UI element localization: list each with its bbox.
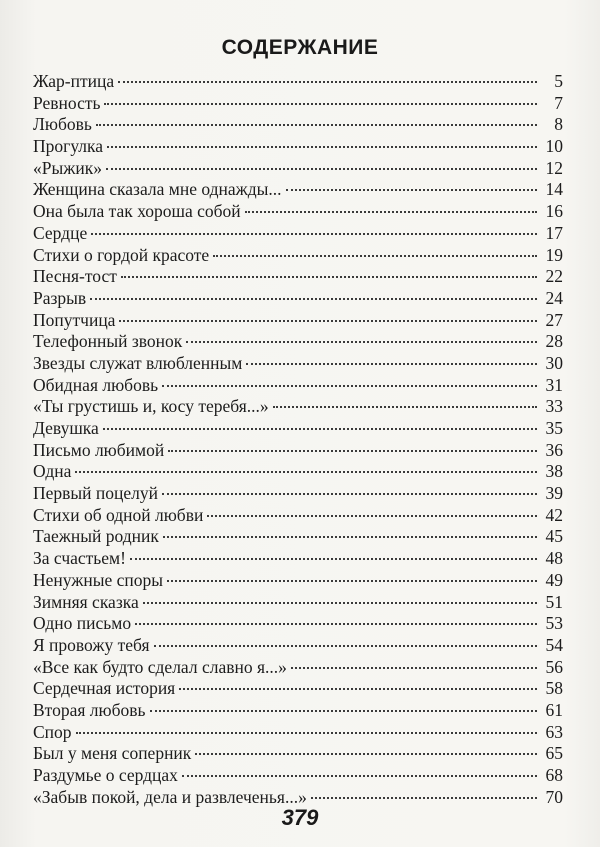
dot-leader <box>143 602 537 604</box>
page-number: 379 <box>281 805 319 830</box>
dot-leader <box>76 732 537 734</box>
dot-leader <box>75 471 537 473</box>
toc-entry <box>33 548 563 570</box>
dot-leader <box>167 580 537 582</box>
dot-leader <box>179 688 537 690</box>
toc-entry <box>33 418 563 440</box>
dot-leader <box>168 450 537 452</box>
entry-title: Письмо любимой <box>33 439 165 460</box>
toc-entry <box>33 353 563 375</box>
dot-leader <box>182 775 537 777</box>
entry-page-number: 48 <box>545 548 563 569</box>
entry-page-number: 22 <box>545 266 563 287</box>
dot-leader <box>90 298 537 300</box>
toc-entry <box>33 635 563 657</box>
entry-page-number: 12 <box>545 157 563 178</box>
entry-title: Первый поцелуй <box>33 483 159 504</box>
entry-title: Одно письмо <box>33 613 132 634</box>
entry-title: Жар-птица <box>33 71 115 91</box>
toc-entry <box>33 331 563 353</box>
entry-title: За счастьем! <box>33 548 126 569</box>
entry-title: Стихи о гордой красоте <box>33 244 210 265</box>
entry-title: Зимняя сказка <box>33 591 139 612</box>
dot-leader <box>311 797 537 799</box>
entry-page-number: 70 <box>545 786 563 807</box>
entry-title: Прогулка <box>33 136 104 157</box>
entry-title: Девушка <box>33 418 99 438</box>
toc-entry <box>33 765 563 787</box>
dot-leader <box>195 753 537 755</box>
entry-page-number: 8 <box>554 114 563 135</box>
dot-leader <box>107 146 537 148</box>
dot-leader <box>162 493 537 495</box>
dot-leader <box>186 341 537 343</box>
toc-entry <box>33 375 563 397</box>
dot-leader <box>104 103 537 105</box>
entry-page-number: 33 <box>545 396 563 417</box>
entry-page-number: 35 <box>545 418 563 438</box>
entry-page-number: 27 <box>545 309 563 330</box>
entry-page-number: 61 <box>545 699 563 720</box>
toc-entry <box>33 722 563 744</box>
entry-page-number: 7 <box>554 92 563 113</box>
dot-leader <box>213 255 537 257</box>
entry-title: Обидная любовь <box>33 374 159 395</box>
toc-entry <box>33 461 563 483</box>
dot-leader <box>273 406 537 408</box>
toc-entry <box>33 245 563 267</box>
toc-entry <box>33 505 563 527</box>
toc-entry <box>33 158 563 180</box>
entry-page-number: 65 <box>545 743 563 764</box>
entry-page-number: 24 <box>545 287 563 308</box>
toc-entry <box>33 266 563 288</box>
entry-title: Звезды служат влюбленным <box>33 352 243 373</box>
dot-leader <box>245 211 537 213</box>
entry-page-number: 28 <box>545 331 563 352</box>
entry-title: Вторая любовь <box>33 699 146 720</box>
dot-leader <box>135 623 537 625</box>
toc-entry <box>33 136 563 158</box>
entry-page-number: 58 <box>545 678 563 699</box>
entry-page-number: 54 <box>545 634 563 655</box>
entry-title: Телефонный звонок <box>33 331 183 352</box>
dot-leader <box>106 168 537 170</box>
toc-entry <box>33 179 563 201</box>
toc-entry <box>33 526 563 548</box>
entry-title: Раздумье о сердцах <box>33 765 178 785</box>
entry-title: Таежный родник <box>33 526 159 547</box>
toc-entry <box>33 700 563 722</box>
toc-entry <box>33 613 563 635</box>
toc-entry <box>33 570 563 592</box>
toc-entry <box>33 93 563 115</box>
dot-leader <box>121 276 537 278</box>
entry-title: Женщина сказала мне однажды... <box>33 179 282 200</box>
toc-entry <box>33 678 563 700</box>
toc-entry <box>33 201 563 223</box>
entry-page-number: 38 <box>545 461 563 482</box>
dot-leader <box>207 515 537 517</box>
entry-title: Стихи об одной любви <box>33 504 204 525</box>
entry-title: «Рыжик» <box>33 157 102 178</box>
entry-title: Ревность <box>33 92 101 113</box>
dot-leader <box>119 320 537 322</box>
entry-page-number: 19 <box>545 244 563 265</box>
dot-leader <box>103 428 537 430</box>
entry-page-number: 39 <box>545 483 563 504</box>
entry-title: «Ты грустишь и, косу теребя...» <box>33 396 269 417</box>
table-of-contents <box>33 71 563 808</box>
entry-title: Любовь <box>33 114 92 135</box>
toc-entry <box>33 114 563 136</box>
entry-title: Я провожу тебя <box>33 634 150 655</box>
toc-entry <box>33 657 563 679</box>
entry-title: Она была так хороша собой <box>33 201 241 222</box>
entry-title: Ненужные споры <box>33 569 164 590</box>
dot-leader <box>163 536 537 538</box>
dot-leader <box>286 189 538 191</box>
dot-leader <box>118 81 537 83</box>
dot-leader <box>96 124 537 126</box>
entry-page-number: 53 <box>545 613 563 634</box>
page-title: СОДЕРЖАНИЕ <box>221 36 379 59</box>
dot-leader <box>91 233 537 235</box>
toc-entry <box>33 396 563 418</box>
entry-title: Сердечная история <box>33 678 176 699</box>
entry-title: Разрыв <box>33 287 87 308</box>
toc-entry <box>33 483 563 505</box>
entry-page-number: 5 <box>554 71 563 91</box>
toc-entry <box>33 743 563 765</box>
dot-leader <box>150 710 538 712</box>
entry-page-number: 16 <box>545 201 563 222</box>
entry-title: «Все как будто сделал славно я...» <box>33 656 287 677</box>
toc-entry <box>33 592 563 614</box>
dot-leader <box>162 385 537 387</box>
entry-page-number: 63 <box>545 721 563 742</box>
entry-page-number: 17 <box>545 222 563 243</box>
entry-page-number: 68 <box>545 765 563 785</box>
dot-leader <box>246 363 537 365</box>
toc-entry <box>33 310 563 332</box>
entry-page-number: 36 <box>545 439 563 460</box>
entry-page-number: 56 <box>545 656 563 677</box>
entry-page-number: 49 <box>545 569 563 590</box>
entry-title: Песня-тост <box>33 266 117 287</box>
toc-entry <box>33 440 563 462</box>
dot-leader <box>291 667 537 669</box>
toc-entry <box>33 223 563 245</box>
entry-title: Одна <box>33 461 72 482</box>
entry-title: Был у меня соперник <box>33 743 192 764</box>
entry-title: Попутчица <box>33 309 116 330</box>
entry-title: Спор <box>33 721 72 742</box>
entry-title: «Забыв покой, дела и развлеченья...» <box>33 786 307 807</box>
entry-page-number: 10 <box>545 136 563 157</box>
entry-page-number: 45 <box>545 526 563 547</box>
dot-leader <box>154 645 537 647</box>
dot-leader <box>130 558 537 560</box>
entry-title: Сердце <box>33 222 88 243</box>
entry-page-number: 30 <box>545 352 563 373</box>
entry-page-number: 51 <box>545 591 563 612</box>
entry-page-number: 31 <box>545 374 563 395</box>
toc-entry <box>33 288 563 310</box>
entry-page-number: 42 <box>545 504 563 525</box>
toc-entry <box>33 71 563 93</box>
entry-page-number: 14 <box>545 179 563 200</box>
